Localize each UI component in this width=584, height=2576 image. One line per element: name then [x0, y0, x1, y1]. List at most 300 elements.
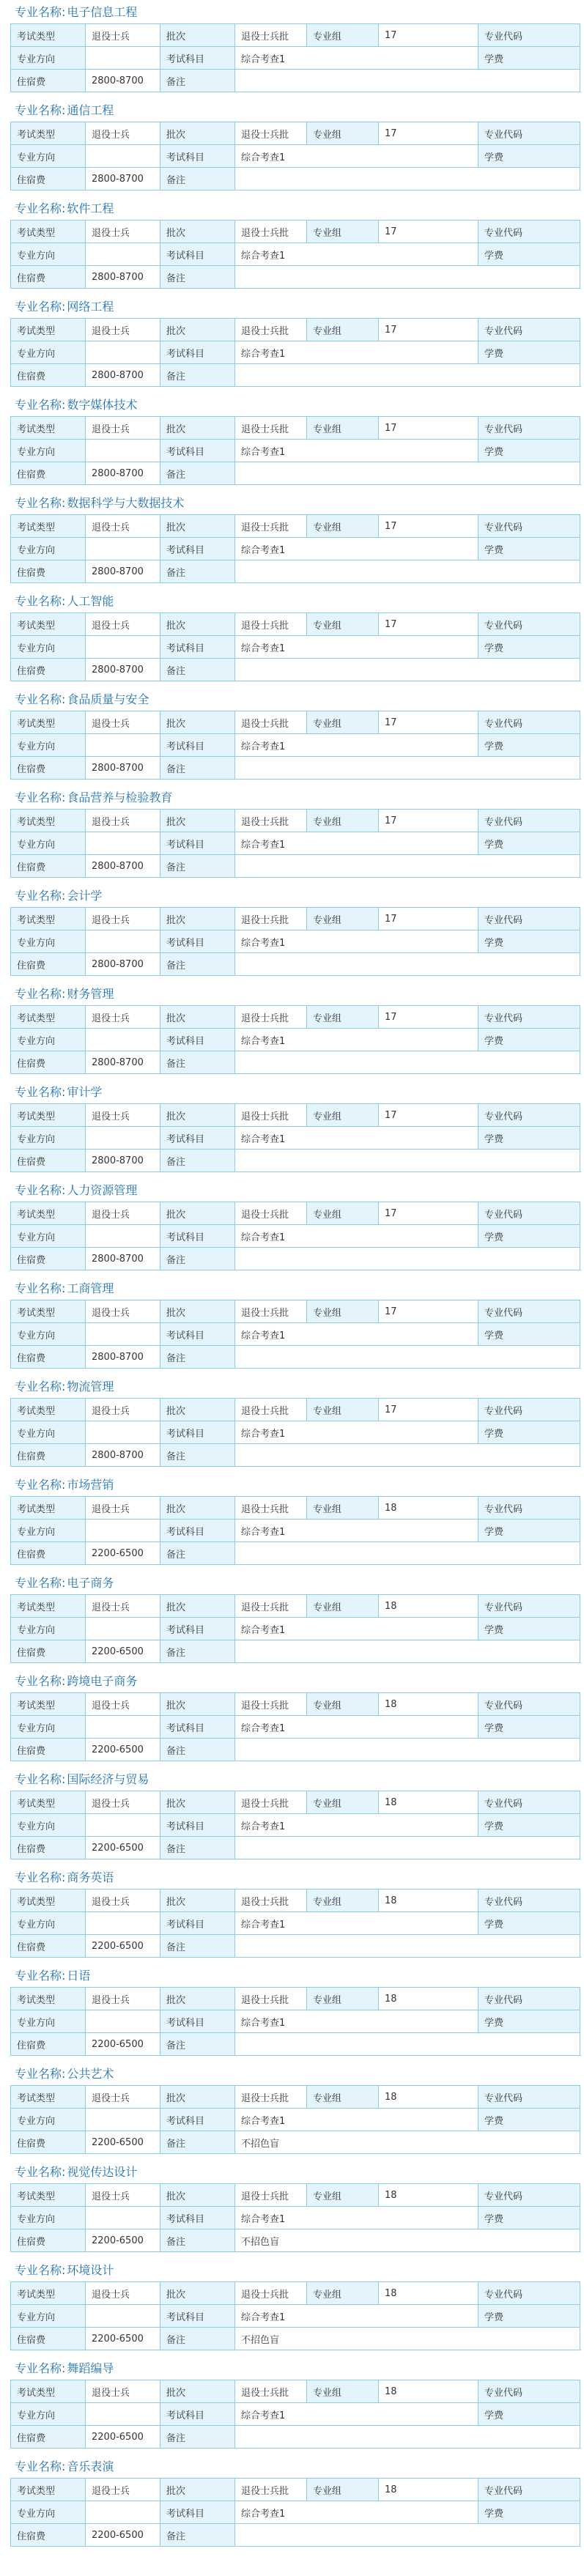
table-row [11, 1618, 580, 1640]
batch-value: 退役士兵批 [235, 417, 307, 440]
lodging-value: 2800-8700 [86, 1346, 160, 1369]
table-row [11, 1988, 580, 2010]
table-row [11, 1150, 580, 1172]
batch-value: 退役士兵批 [235, 1595, 307, 1618]
major-name: 工商管理 [67, 1281, 114, 1295]
major-name-label: 专业名称: [15, 1870, 66, 1884]
subjects-value: 综合考查1 [235, 1225, 478, 1248]
lodging-label: 住宿费 [11, 2426, 86, 2449]
batch-label: 批次 [160, 1890, 235, 1912]
major-info-table [10, 1496, 580, 1565]
subjects-label: 考试科目 [160, 1814, 235, 1837]
table-row [11, 2229, 580, 2252]
exam-type-label: 考试类型 [11, 810, 86, 832]
group-value: 18 [379, 1988, 478, 2010]
group-value: 17 [379, 1300, 478, 1323]
batch-value: 退役士兵批 [235, 1006, 307, 1029]
subjects-label: 考试科目 [160, 440, 235, 462]
batch-label: 批次 [160, 711, 235, 734]
subjects-value: 综合考查1 [235, 2010, 478, 2033]
batch-value: 退役士兵批 [235, 2184, 307, 2207]
direction-value [86, 2501, 160, 2524]
major-title [15, 494, 184, 513]
major-name-label: 专业名称: [15, 1969, 66, 1983]
lodging-label: 住宿费 [11, 70, 86, 92]
table-row [11, 319, 580, 341]
lodging-value: 2800-8700 [86, 560, 160, 583]
lodging-value: 2800-8700 [86, 659, 160, 681]
batch-label: 批次 [160, 1988, 235, 2010]
major-title [15, 887, 102, 906]
lodging-label: 住宿费 [11, 266, 86, 289]
tuition-label: 学费 [478, 1127, 580, 1150]
remark-label: 备注 [160, 364, 235, 387]
subjects-label: 考试科目 [160, 1716, 235, 1739]
major-name: 商务英语 [67, 1870, 114, 1884]
group-value: 17 [379, 1006, 478, 1029]
batch-label: 批次 [160, 2184, 235, 2207]
major-info-table [10, 318, 580, 387]
major-name: 日语 [67, 1969, 91, 1983]
lodging-label: 住宿费 [11, 1051, 86, 1074]
major-name: 国际经济与贸易 [67, 1772, 149, 1786]
tuition-label: 学费 [478, 832, 580, 855]
batch-value: 退役士兵批 [235, 1890, 307, 1912]
batch-label: 批次 [160, 1104, 235, 1127]
batch-label: 批次 [160, 908, 235, 930]
exam-type-label: 考试类型 [11, 1595, 86, 1618]
remark-value [235, 1150, 580, 1172]
exam-type-label: 考试类型 [11, 221, 86, 243]
remark-label: 备注 [160, 462, 235, 485]
table-row [11, 1346, 580, 1369]
remark-label: 备注 [160, 2426, 235, 2449]
major-block [0, 0, 584, 98]
major-name-label: 专业名称: [15, 791, 66, 804]
table-row [11, 168, 580, 190]
exam-type-value: 退役士兵 [86, 1300, 160, 1323]
code-label: 专业代码 [478, 908, 580, 930]
batch-label: 批次 [160, 1791, 235, 1814]
lodging-value: 2200-6500 [86, 2131, 160, 2154]
major-title [15, 592, 114, 611]
remark-value [235, 462, 580, 485]
direction-label: 专业方向 [11, 145, 86, 168]
table-row [11, 2426, 580, 2449]
remark-value [235, 1640, 580, 1663]
exam-type-label: 考试类型 [11, 613, 86, 636]
table-row [11, 1051, 580, 1074]
subjects-label: 考试科目 [160, 1618, 235, 1640]
lodging-value: 2800-8700 [86, 70, 160, 92]
lodging-value: 2200-6500 [86, 1935, 160, 1958]
table-row [11, 1837, 580, 1859]
subjects-label: 考试科目 [160, 1225, 235, 1248]
table-row [11, 1202, 580, 1225]
major-block [0, 1178, 584, 1276]
direction-value [86, 1520, 160, 1542]
subjects-value: 综合考查1 [235, 1421, 478, 1444]
subjects-label: 考试科目 [160, 636, 235, 659]
subjects-label: 考试科目 [160, 2010, 235, 2033]
direction-label: 专业方向 [11, 734, 86, 757]
subjects-value: 综合考查1 [235, 1029, 478, 1051]
major-name-label: 专业名称: [15, 103, 66, 117]
direction-value [86, 2010, 160, 2033]
code-label: 专业代码 [478, 613, 580, 636]
table-row [11, 538, 580, 560]
exam-type-value: 退役士兵 [86, 2086, 160, 2109]
lodging-label: 住宿费 [11, 2033, 86, 2056]
subjects-label: 考试科目 [160, 2207, 235, 2229]
exam-type-value: 退役士兵 [86, 24, 160, 47]
tuition-label: 学费 [478, 1618, 580, 1640]
table-row [11, 440, 580, 462]
table-row [11, 1716, 580, 1739]
code-label: 专业代码 [478, 515, 580, 538]
major-block [0, 2454, 584, 2553]
lodging-label: 住宿费 [11, 1935, 86, 1958]
tuition-label: 学费 [478, 538, 580, 560]
group-label: 专业组 [307, 711, 379, 734]
direction-value [86, 1029, 160, 1051]
direction-label: 专业方向 [11, 2501, 86, 2524]
batch-label: 批次 [160, 1006, 235, 1029]
code-label: 专业代码 [478, 2282, 580, 2305]
lodging-label: 住宿费 [11, 855, 86, 878]
direction-label: 专业方向 [11, 1814, 86, 1837]
major-name: 人工智能 [67, 594, 114, 608]
exam-type-value: 退役士兵 [86, 2479, 160, 2501]
table-row [11, 1640, 580, 1663]
major-block [0, 491, 584, 589]
remark-value [235, 1346, 580, 1369]
tuition-label: 学费 [478, 1225, 580, 1248]
lodging-value: 2800-8700 [86, 462, 160, 485]
major-name-label: 专业名称: [15, 1380, 66, 1394]
major-info-table [10, 416, 580, 485]
direction-value [86, 1127, 160, 1150]
remark-label: 备注 [160, 1640, 235, 1663]
subjects-value: 综合考查1 [235, 832, 478, 855]
subjects-value: 综合考查1 [235, 440, 478, 462]
group-label: 专业组 [307, 1202, 379, 1225]
major-info-table [10, 1103, 580, 1172]
code-label: 专业代码 [478, 711, 580, 734]
table-row [11, 2033, 580, 2056]
lodging-value: 2200-6500 [86, 2524, 160, 2547]
exam-type-label: 考试类型 [11, 319, 86, 341]
direction-value [86, 538, 160, 560]
direction-value [86, 1618, 160, 1640]
exam-type-value: 退役士兵 [86, 2282, 160, 2305]
major-title [15, 1083, 102, 1102]
subjects-label: 考试科目 [160, 47, 235, 70]
major-name: 人力资源管理 [67, 1183, 138, 1197]
lodging-label: 住宿费 [11, 2229, 86, 2252]
group-label: 专业组 [307, 613, 379, 636]
table-row [11, 711, 580, 734]
table-row [11, 1421, 580, 1444]
remark-value [235, 2524, 580, 2547]
direction-label: 专业方向 [11, 538, 86, 560]
table-row [11, 908, 580, 930]
exam-type-value: 退役士兵 [86, 2184, 160, 2207]
major-info-table [10, 1791, 580, 1859]
group-label: 专业组 [307, 122, 379, 145]
table-row [11, 2086, 580, 2109]
major-block [0, 1865, 584, 1964]
direction-label: 专业方向 [11, 2305, 86, 2328]
remark-label: 备注 [160, 757, 235, 780]
table-row [11, 47, 580, 70]
table-row [11, 1693, 580, 1716]
group-label: 专业组 [307, 24, 379, 47]
direction-value [86, 341, 160, 364]
major-title [15, 1181, 137, 1200]
batch-value: 退役士兵批 [235, 908, 307, 930]
lodging-label: 住宿费 [11, 1444, 86, 1467]
table-row [11, 1444, 580, 1467]
tuition-label: 学费 [478, 636, 580, 659]
group-value: 17 [379, 613, 478, 636]
subjects-value: 综合考查1 [235, 538, 478, 560]
direction-value [86, 1912, 160, 1935]
table-row [11, 462, 580, 485]
code-label: 专业代码 [478, 2380, 580, 2403]
major-name: 软件工程 [67, 201, 114, 215]
major-name: 环境设计 [67, 2263, 114, 2277]
lodging-label: 住宿费 [11, 2131, 86, 2154]
subjects-value: 综合考查1 [235, 1127, 478, 1150]
table-row [11, 1912, 580, 1935]
code-label: 专业代码 [478, 1890, 580, 1912]
major-block [0, 1571, 584, 1669]
major-title [15, 690, 149, 709]
table-row [11, 1739, 580, 1761]
exam-type-label: 考试类型 [11, 1988, 86, 2010]
major-block [0, 2062, 584, 2160]
group-value: 17 [379, 908, 478, 930]
exam-type-label: 考试类型 [11, 122, 86, 145]
table-row [11, 70, 580, 92]
table-row [11, 613, 580, 636]
group-value: 17 [379, 417, 478, 440]
table-row [11, 2479, 580, 2501]
group-value: 17 [379, 24, 478, 47]
code-label: 专业代码 [478, 1988, 580, 2010]
remark-value: 不招色盲 [235, 2131, 580, 2154]
table-row [11, 364, 580, 387]
remark-label: 备注 [160, 1837, 235, 1859]
major-info-table [10, 2380, 580, 2449]
major-info-table [10, 1889, 580, 1958]
remark-value [235, 1051, 580, 1074]
remark-label: 备注 [160, 1150, 235, 1172]
batch-value: 退役士兵批 [235, 24, 307, 47]
exam-type-value: 退役士兵 [86, 221, 160, 243]
major-name: 会计学 [67, 889, 103, 903]
lodging-value: 2200-6500 [86, 2426, 160, 2449]
major-block [0, 884, 584, 982]
major-block [0, 295, 584, 393]
major-info-table [10, 2478, 580, 2547]
batch-label: 批次 [160, 1693, 235, 1716]
subjects-value: 综合考查1 [235, 1520, 478, 1542]
major-title [15, 396, 137, 415]
major-block [0, 196, 584, 295]
remark-value [235, 659, 580, 681]
major-title [15, 1574, 114, 1593]
subjects-label: 考试科目 [160, 1029, 235, 1051]
batch-label: 批次 [160, 1300, 235, 1323]
major-name-label: 专业名称: [15, 496, 66, 510]
major-title [15, 1966, 90, 1985]
exam-type-label: 考试类型 [11, 1006, 86, 1029]
remark-value [235, 1542, 580, 1565]
major-info-table [10, 1202, 580, 1270]
subjects-label: 考试科目 [160, 2109, 235, 2131]
major-name: 食品营养与检验教育 [67, 791, 173, 804]
batch-value: 退役士兵批 [235, 515, 307, 538]
exam-type-value: 退役士兵 [86, 613, 160, 636]
exam-type-label: 考试类型 [11, 2086, 86, 2109]
group-value: 18 [379, 2282, 478, 2305]
tuition-label: 学费 [478, 2305, 580, 2328]
remark-value [235, 1739, 580, 1761]
direction-label: 专业方向 [11, 243, 86, 266]
direction-label: 专业方向 [11, 1127, 86, 1150]
major-title [15, 985, 114, 1004]
remark-label: 备注 [160, 1051, 235, 1074]
group-label: 专业组 [307, 2184, 379, 2207]
table-row [11, 221, 580, 243]
direction-value [86, 2109, 160, 2131]
direction-value [86, 47, 160, 70]
exam-type-value: 退役士兵 [86, 1006, 160, 1029]
remark-label: 备注 [160, 855, 235, 878]
remark-label: 备注 [160, 266, 235, 289]
major-info-table [10, 1987, 580, 2056]
batch-value: 退役士兵批 [235, 1791, 307, 1814]
direction-label: 专业方向 [11, 2403, 86, 2426]
lodging-label: 住宿费 [11, 1739, 86, 1761]
major-name: 数据科学与大数据技术 [67, 496, 185, 510]
table-row [11, 2403, 580, 2426]
direction-label: 专业方向 [11, 1716, 86, 1739]
major-name-label: 专业名称: [15, 1085, 66, 1099]
subjects-value: 综合考查1 [235, 243, 478, 266]
major-name: 公共艺术 [67, 2067, 114, 2081]
major-block [0, 1473, 584, 1571]
remark-value: 不招色盲 [235, 2328, 580, 2350]
code-label: 专业代码 [478, 1202, 580, 1225]
major-name: 跨境电子商务 [67, 1674, 138, 1688]
major-name: 电子信息工程 [67, 5, 138, 19]
subjects-label: 考试科目 [160, 2403, 235, 2426]
major-name-label: 专业名称: [15, 2361, 66, 2375]
group-label: 专业组 [307, 2479, 379, 2501]
group-value: 18 [379, 1497, 478, 1520]
exam-type-label: 考试类型 [11, 2479, 86, 2501]
major-name: 财务管理 [67, 987, 114, 1001]
lodging-value: 2200-6500 [86, 2328, 160, 2350]
code-label: 专业代码 [478, 1104, 580, 1127]
lodging-value: 2800-8700 [86, 757, 160, 780]
tuition-label: 学费 [478, 2010, 580, 2033]
group-label: 专业组 [307, 319, 379, 341]
remark-label: 备注 [160, 1444, 235, 1467]
exam-type-label: 考试类型 [11, 1104, 86, 1127]
major-name-label: 专业名称: [15, 300, 66, 314]
major-block [0, 785, 584, 884]
code-label: 专业代码 [478, 1497, 580, 1520]
group-value: 17 [379, 515, 478, 538]
exam-type-value: 退役士兵 [86, 417, 160, 440]
exam-type-label: 考试类型 [11, 2282, 86, 2305]
exam-type-label: 考试类型 [11, 1497, 86, 1520]
remark-label: 备注 [160, 1935, 235, 1958]
lodging-label: 住宿费 [11, 659, 86, 681]
table-row [11, 1595, 580, 1618]
table-row [11, 515, 580, 538]
direction-label: 专业方向 [11, 636, 86, 659]
remark-label: 备注 [160, 659, 235, 681]
table-row [11, 2131, 580, 2154]
major-name: 音乐表演 [67, 2460, 114, 2473]
table-row [11, 417, 580, 440]
code-label: 专业代码 [478, 2184, 580, 2207]
table-row [11, 953, 580, 976]
subjects-value: 综合考查1 [235, 47, 478, 70]
lodging-value: 2200-6500 [86, 2033, 160, 2056]
lodging-value: 2200-6500 [86, 1542, 160, 1565]
major-title [15, 1672, 137, 1691]
table-row [11, 1248, 580, 1270]
direction-label: 专业方向 [11, 1323, 86, 1346]
table-row [11, 2010, 580, 2033]
major-block [0, 1374, 584, 1473]
direction-value [86, 1814, 160, 1837]
batch-value: 退役士兵批 [235, 122, 307, 145]
major-block [0, 98, 584, 196]
major-name-label: 专业名称: [15, 889, 66, 903]
table-row [11, 560, 580, 583]
lodging-value: 2800-8700 [86, 1051, 160, 1074]
subjects-value: 综合考查1 [235, 1912, 478, 1935]
major-title [15, 2359, 114, 2378]
batch-label: 批次 [160, 319, 235, 341]
group-label: 专业组 [307, 1988, 379, 2010]
exam-type-value: 退役士兵 [86, 1890, 160, 1912]
group-label: 专业组 [307, 1399, 379, 1421]
code-label: 专业代码 [478, 810, 580, 832]
major-title [15, 297, 114, 317]
major-info-table [10, 1594, 580, 1663]
direction-value [86, 2403, 160, 2426]
major-name-label: 专业名称: [15, 2067, 66, 2081]
tuition-label: 学费 [478, 1029, 580, 1051]
group-value: 17 [379, 319, 478, 341]
remark-value [235, 364, 580, 387]
lodging-value: 2200-6500 [86, 1640, 160, 1663]
tuition-label: 学费 [478, 2109, 580, 2131]
exam-type-label: 考试类型 [11, 908, 86, 930]
table-row [11, 636, 580, 659]
tuition-label: 学费 [478, 341, 580, 364]
subjects-label: 考试科目 [160, 930, 235, 953]
batch-value: 退役士兵批 [235, 221, 307, 243]
